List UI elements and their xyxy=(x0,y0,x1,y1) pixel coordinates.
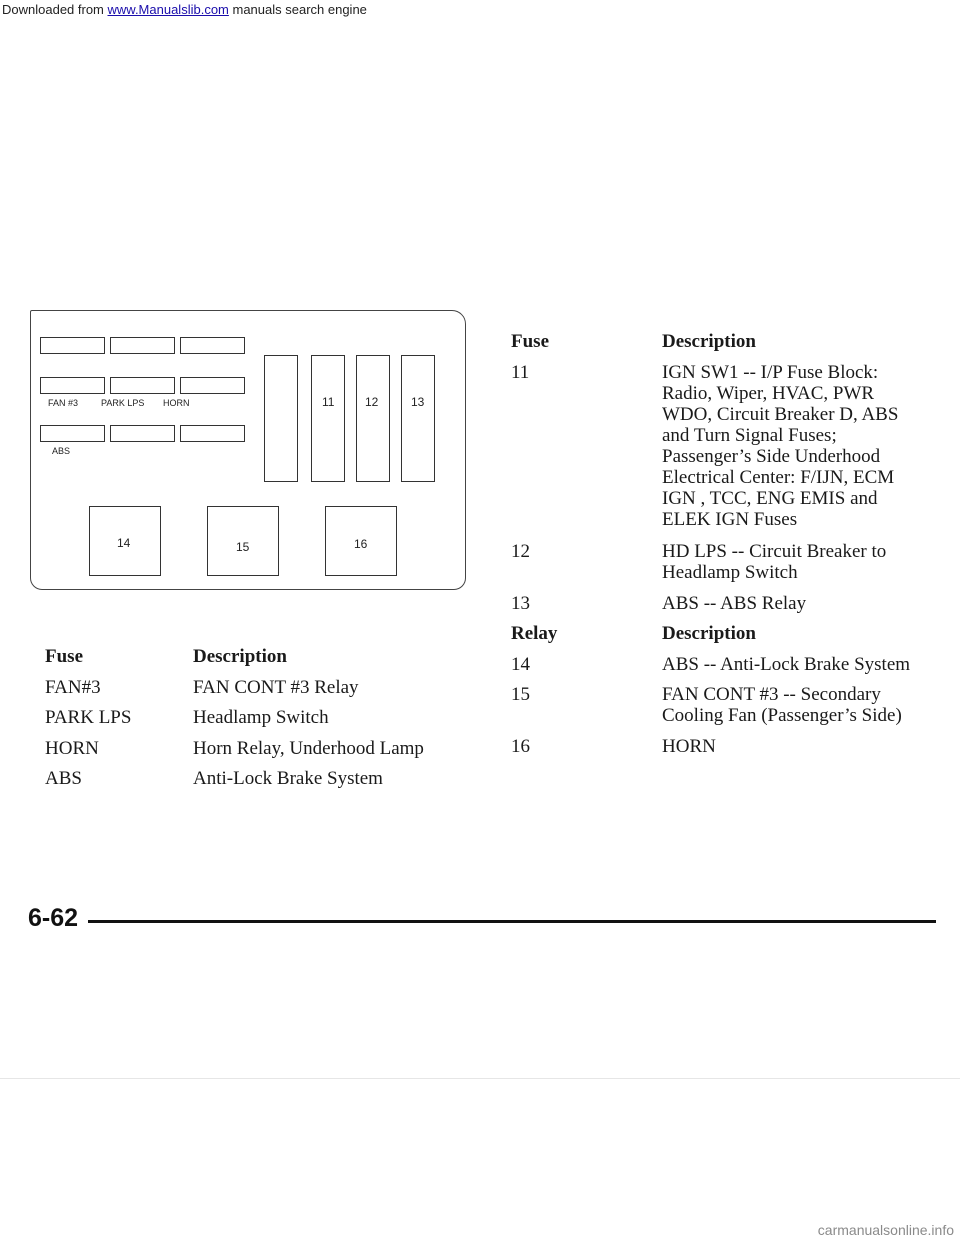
fuse-number: 11 xyxy=(511,362,530,383)
tall-fuse-12 xyxy=(356,355,390,482)
label-fuse-11: 11 xyxy=(322,395,335,409)
mini-fuse-slot xyxy=(180,425,245,442)
footer-rule xyxy=(88,920,936,923)
mini-fuse-park-lps xyxy=(110,377,175,394)
right-header-description: Description xyxy=(662,331,756,352)
label-fuse-13: 13 xyxy=(411,395,425,409)
relay-description: ABS -- Anti-Lock Brake System xyxy=(662,654,911,675)
fuse-description: IGN SW1 -- I/P Fuse Block: Radio, Wiper, HVAC, PWR WDO, Circuit Breaker D, ABS and Turn Signal Fuses; Passenger’s Side Underhood Electrical Center: F/IJN, ECM IGN , TCC, ENG EMIS and ELEK IGN Fuses xyxy=(662,362,899,530)
mini-fuse-fan3 xyxy=(40,377,105,394)
tall-fuse-slot xyxy=(264,355,298,482)
left-row-fuse: FAN#3 xyxy=(45,677,101,698)
left-row-desc: Anti-Lock Brake System xyxy=(193,768,383,789)
left-row-desc: FAN CONT #3 Relay xyxy=(193,677,359,698)
mini-fuse-slot xyxy=(40,337,105,354)
left-row-fuse: HORN xyxy=(45,738,99,759)
fuse-description: ABS -- ABS Relay xyxy=(662,593,807,614)
left-row-desc: Headlamp Switch xyxy=(193,707,329,728)
right-header-relay-description: Description xyxy=(662,623,756,644)
left-row-desc: Horn Relay, Underhood Lamp xyxy=(193,738,424,759)
mini-fuse-horn xyxy=(180,377,245,394)
mini-fuse-slot xyxy=(180,337,245,354)
manualslib-link[interactable]: www.Manualslib.com xyxy=(107,2,229,17)
page-number: 6-62 xyxy=(28,904,79,932)
tall-fuse-13 xyxy=(401,355,435,482)
download-header xyxy=(0,0,960,20)
label-relay-15: 15 xyxy=(236,540,250,554)
tall-fuse-11 xyxy=(311,355,345,482)
relay-number: 14 xyxy=(511,654,530,675)
label-park-lps: PARK LPS xyxy=(101,398,145,408)
fuse-description: HD LPS -- Circuit Breaker to Headlamp Switch xyxy=(662,541,887,583)
right-header-relay: Relay xyxy=(511,623,558,644)
mini-fuse-slot xyxy=(110,425,175,442)
right-header-fuse: Fuse xyxy=(511,331,549,352)
relay-description: FAN CONT #3 -- Secondary Cooling Fan (Passenger’s Side) xyxy=(662,684,902,726)
left-header-fuse: Fuse xyxy=(45,646,83,667)
mini-fuse-abs xyxy=(40,425,105,442)
left-row-fuse: PARK LPS xyxy=(45,707,132,728)
label-abs: ABS xyxy=(52,446,71,456)
page-edge-line xyxy=(0,1078,960,1079)
label-relay-16: 16 xyxy=(354,537,368,551)
fuse-number: 12 xyxy=(511,541,530,562)
label-relay-14: 14 xyxy=(117,536,131,550)
mini-fuse-slot xyxy=(110,337,175,354)
relay-number: 16 xyxy=(511,736,530,757)
label-fan3: FAN #3 xyxy=(48,398,79,408)
relay-description: HORN xyxy=(662,736,716,757)
label-horn: HORN xyxy=(163,398,190,408)
fuse-block-diagram xyxy=(30,310,466,590)
relay-number: 15 xyxy=(511,684,530,705)
header-suffix: manuals search engine xyxy=(228,2,367,17)
watermark: carmanualsonline.info xyxy=(817,1222,954,1238)
fuse-number: 13 xyxy=(511,593,530,614)
label-fuse-12: 12 xyxy=(365,395,379,409)
left-header-description: Description xyxy=(193,646,287,667)
header-prefix: Downloaded from xyxy=(2,2,108,17)
left-row-fuse: ABS xyxy=(45,768,82,789)
